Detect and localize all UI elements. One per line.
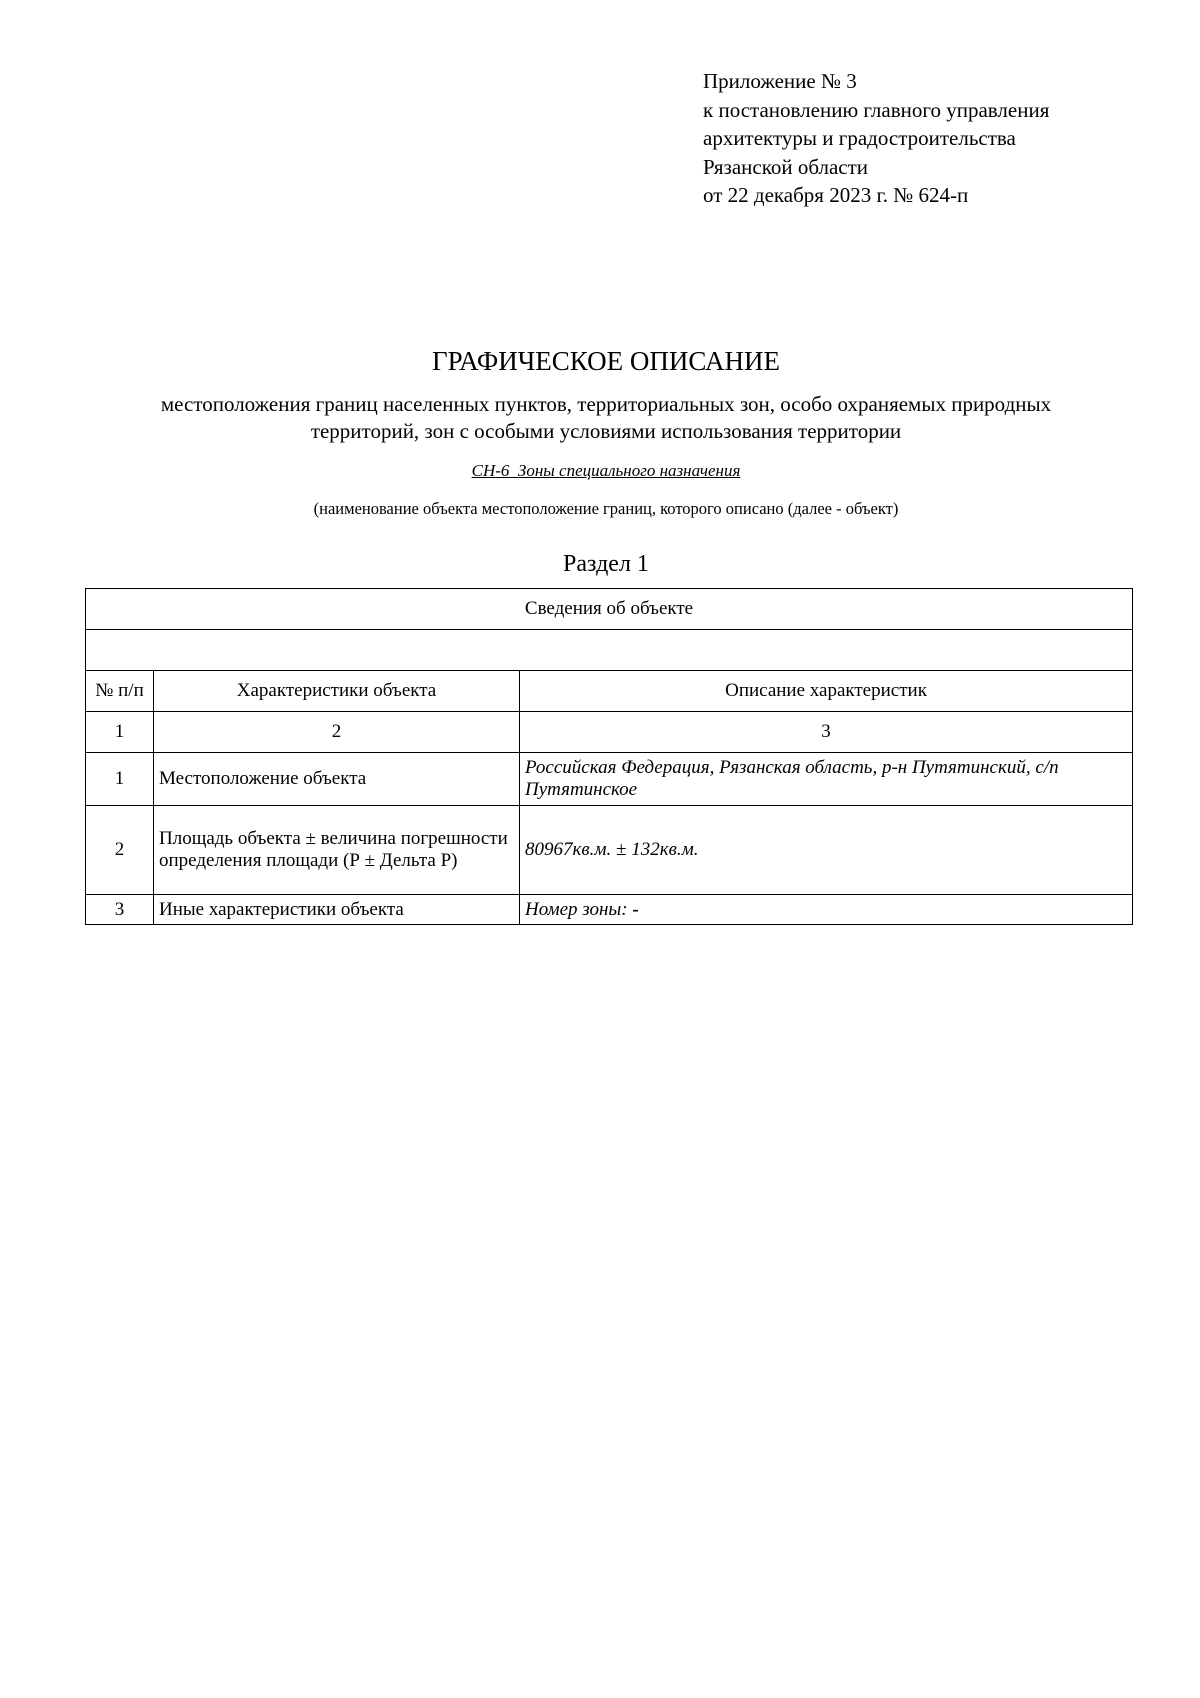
zone-number-label: Номер зоны: <box>525 898 633 920</box>
table-title-row <box>86 589 1133 630</box>
table-empty-row <box>86 630 1133 671</box>
document-title: ГРАФИЧЕСКОЕ ОПИСАНИЕ <box>431 346 781 376</box>
object-name: СН-6 Зоны специального назначения <box>471 461 741 480</box>
table-row <box>86 806 1133 895</box>
appendix-line: Рязанской области <box>703 154 869 179</box>
table-header-row <box>86 671 1133 712</box>
table-empty-cell <box>86 630 1133 671</box>
appendix-line: к постановлению главного управления <box>703 97 1050 122</box>
column-number: 3 <box>520 712 1133 753</box>
row-characteristic: Иные характеристики объекта <box>154 895 520 925</box>
document-subtitle <box>0 391 1200 445</box>
row-description: Российская Федерация, Рязанская область, р-н Путятинский, с/п Путятинское <box>520 753 1133 806</box>
subtitle-line: территорий, зон с особыми условиями использования территории <box>310 419 902 443</box>
column-header: Характеристики объекта <box>154 671 520 712</box>
object-name-container <box>0 460 1200 482</box>
appendix-line: от 22 декабря 2023 г. № 624-п <box>703 183 969 207</box>
appendix-block <box>703 67 1049 210</box>
row-number: 2 <box>86 806 154 895</box>
appendix-line: Приложение № 3 <box>703 69 857 93</box>
zone-number-value: - <box>632 898 639 920</box>
row-characteristic: Местоположение объекта <box>154 753 520 806</box>
row-number: 1 <box>86 753 154 806</box>
appendix-line: архитектуры и градостроительства <box>703 126 1016 150</box>
column-number-row <box>86 712 1133 753</box>
table-title: Сведения об объекте <box>86 589 1133 630</box>
row-characteristic: Площадь объекта ± величина погрешности определения площади (Р ± Дельта Р) <box>154 806 520 895</box>
section-heading: Раздел 1 <box>563 551 649 577</box>
column-number: 2 <box>154 712 520 753</box>
object-info-table <box>85 588 1133 925</box>
object-caption: (наименование объекта местоположение границ, которого описано (далее - объект) <box>313 499 899 518</box>
column-header: Описание характеристик <box>520 671 1133 712</box>
row-number: 3 <box>86 895 154 925</box>
row-description: 80967кв.м. ± 132кв.м. <box>520 806 1133 895</box>
table-row <box>86 895 1133 925</box>
column-header: № п/п <box>86 671 154 712</box>
table-row <box>86 753 1133 806</box>
row-description <box>520 895 1133 925</box>
column-number: 1 <box>86 712 154 753</box>
subtitle-line: местоположения границ населенных пунктов, территориальных зон, особо охраняемых природных <box>160 392 1052 416</box>
